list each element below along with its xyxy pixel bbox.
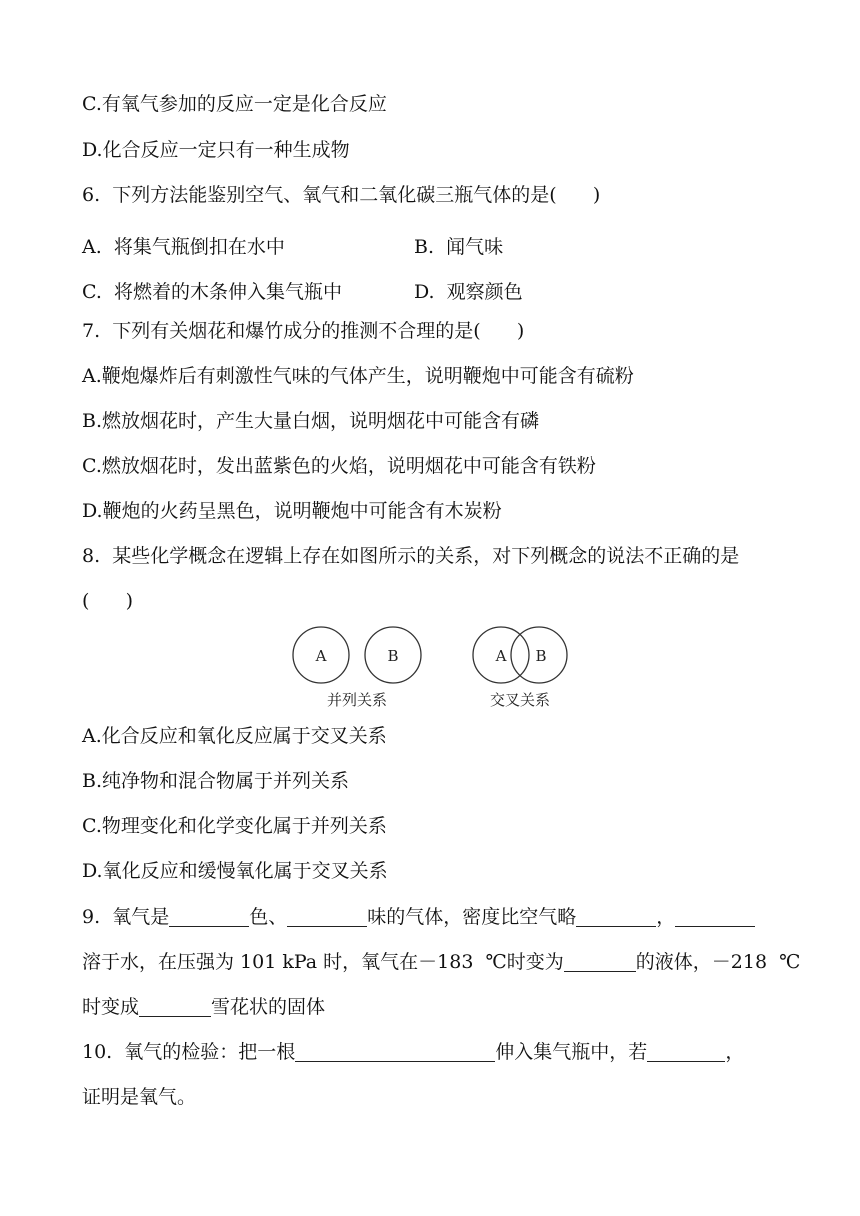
q8-option-c: C.物理变化和化学变化属于并列关系 — [82, 815, 387, 837]
parallel-label-b: B — [387, 647, 399, 665]
q9-blank-liquid[interactable] — [564, 952, 636, 972]
q9-blank-smell[interactable] — [287, 907, 367, 927]
q9-text-7: 时变成 — [82, 996, 140, 1018]
q6-option-b: B. 闻气味 — [414, 236, 504, 258]
q6-option-c: C. 将燃着的木条伸入集气瓶中 — [82, 281, 342, 303]
q9-blank-color[interactable] — [169, 907, 249, 927]
q6-option-a: A. 将集气瓶倒扣在水中 — [82, 236, 285, 258]
q7-option-c: C.燃放烟花时，发出蓝紫色的火焰，说明烟花中可能含有铁粉 — [82, 455, 596, 477]
parallel-caption: 并列关系 — [326, 691, 388, 709]
q8-stem: 8. 某些化学概念在逻辑上存在如图所示的关系，对下列概念的说法不正确的是 — [82, 545, 740, 567]
q9-text-5: 溶于水，在压强为 101 kPa 时，氧气在－183 ℃时变为 — [82, 951, 564, 973]
q9-blank-solid[interactable] — [139, 997, 211, 1017]
q5-option-d: D.化合反应一定只有一种生成物 — [82, 139, 350, 161]
q5-option-c: C.有氧气参加的反应一定是化合反应 — [82, 93, 387, 115]
q7-option-b: B.燃放烟花时，产生大量白烟，说明烟花中可能含有磷 — [82, 410, 540, 432]
q7-stem: 7. 下列有关烟花和爆竹成分的推测不合理的是( ) — [82, 320, 525, 342]
q7-option-a: A.鞭炮爆炸后有刺激性气味的气体产生，说明鞭炮中可能含有硫粉 — [82, 365, 634, 387]
q9-text-6: 的液体，－218 ℃ — [635, 951, 801, 973]
q8-option-a: A.化合反应和氧化反应属于交叉关系 — [82, 725, 387, 747]
q9-text-3: 味的气体，密度比空气略 — [367, 906, 577, 928]
q8-answer-paren: ( ) — [82, 590, 134, 612]
q8-option-d: D.氧化反应和缓慢氧化属于交叉关系 — [82, 860, 388, 882]
relation-diagram — [288, 620, 588, 716]
q9-blank-density[interactable] — [576, 907, 656, 927]
q10-text-3: ， — [725, 1041, 745, 1063]
parallel-label-a: A — [315, 647, 327, 665]
q10-line-2: 证明是氧气。 — [82, 1086, 197, 1108]
q9-line-1 — [82, 907, 755, 927]
q10-text-2: 伸入集气瓶中，若 — [495, 1041, 648, 1063]
q10-text-1: 10. 氧气的检验：把一根 — [82, 1041, 296, 1063]
q6-stem: 6. 下列方法能鉴别空气、氧气和二氧化碳三瓶气体的是( ) — [82, 184, 601, 206]
q7-option-d: D.鞭炮的火药呈黑色，说明鞭炮中可能含有木炭粉 — [82, 500, 502, 522]
q9-line-2 — [82, 952, 800, 972]
q8-option-b: B.纯净物和混合物属于并列关系 — [82, 770, 350, 792]
q9-text-4: ， — [656, 906, 676, 928]
q9-text-2: 色、 — [249, 906, 288, 928]
q6-option-d: D. 观察颜色 — [414, 281, 523, 303]
q9-blank-solubility[interactable] — [675, 907, 755, 927]
cross-caption: 交叉关系 — [489, 691, 551, 709]
q9-text-1: 9. 氧气是 — [82, 906, 170, 928]
cross-label-a: A — [495, 647, 507, 665]
q9-text-8: 雪花状的固体 — [211, 996, 326, 1018]
q10-blank-item[interactable] — [295, 1042, 495, 1062]
q10-blank-result[interactable] — [647, 1042, 725, 1062]
cross-label-b: B — [535, 647, 547, 665]
q9-line-3 — [82, 997, 325, 1017]
q10-line-1 — [82, 1042, 744, 1062]
